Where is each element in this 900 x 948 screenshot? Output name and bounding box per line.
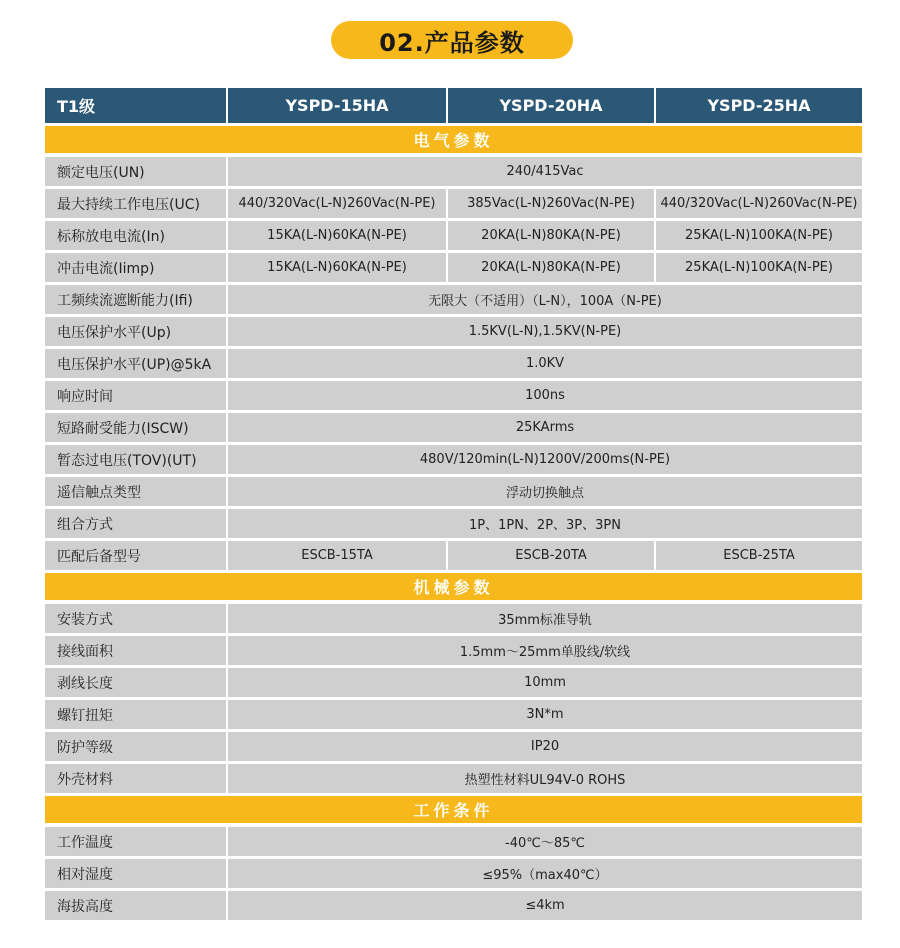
table-row xyxy=(45,253,862,282)
row-value: 1.5KV(L-N),1.5KV(N-PE) xyxy=(228,317,862,346)
row-value: 35mm标准导轨 xyxy=(228,604,862,633)
row-value: 15KA(L-N)60KA(N-PE) xyxy=(228,253,448,282)
table-row xyxy=(45,891,862,920)
row-value: 3N*m xyxy=(228,700,862,729)
section-electrical: 电气参数 xyxy=(45,126,862,153)
row-label: 相对湿度 xyxy=(45,859,228,888)
row-value: 480V/120min(L-N)1200V/200ms(N-PE) xyxy=(228,445,862,474)
row-value: 385Vac(L-N)260Vac(N-PE) xyxy=(448,189,656,218)
row-label: 海拔高度 xyxy=(45,891,228,920)
row-value: 1.5mm～25mm单股线/软线 xyxy=(228,636,862,665)
table-row xyxy=(45,285,862,314)
spec-table xyxy=(45,88,862,923)
row-label: 暂态过电压(TOV)(UT) xyxy=(45,445,228,474)
table-row xyxy=(45,445,862,474)
row-label: 标称放电电流(In) xyxy=(45,221,228,250)
row-value: 20KA(L-N)80KA(N-PE) xyxy=(448,253,656,282)
table-row xyxy=(45,381,862,410)
row-label: 匹配后备型号 xyxy=(45,541,228,570)
row-value: 440/320Vac(L-N)260Vac(N-PE) xyxy=(656,189,862,218)
row-label: 安装方式 xyxy=(45,604,228,633)
header-model-15ha: YSPD-15HA xyxy=(228,88,448,123)
row-value: 240/415Vac xyxy=(228,157,862,186)
table-header-row xyxy=(45,88,862,123)
table-row xyxy=(45,509,862,538)
row-label: 额定电压(UN) xyxy=(45,157,228,186)
table-row xyxy=(45,604,862,633)
row-value: ESCB-15TA xyxy=(228,541,448,570)
table-row xyxy=(45,349,862,378)
row-label: 接线面积 xyxy=(45,636,228,665)
row-value: 25KArms xyxy=(228,413,862,442)
table-row xyxy=(45,541,862,570)
row-label: 遥信触点类型 xyxy=(45,477,228,506)
row-label: 剥线长度 xyxy=(45,668,228,697)
row-value: IP20 xyxy=(228,732,862,761)
row-label: 短路耐受能力(ISCW) xyxy=(45,413,228,442)
row-value: 100ns xyxy=(228,381,862,410)
table-row xyxy=(45,827,862,856)
row-value: ESCB-20TA xyxy=(448,541,656,570)
table-row xyxy=(45,700,862,729)
row-value: 热塑性材料UL94V-0 ROHS xyxy=(228,764,862,793)
row-label: 工作温度 xyxy=(45,827,228,856)
table-row xyxy=(45,413,862,442)
row-value: 1P、1PN、2P、3P、3PN xyxy=(228,509,862,538)
row-label: 螺钉扭矩 xyxy=(45,700,228,729)
row-value: 440/320Vac(L-N)260Vac(N-PE) xyxy=(228,189,448,218)
row-value: 15KA(L-N)60KA(N-PE) xyxy=(228,221,448,250)
row-label: 工频续流遮断能力(Ifi) xyxy=(45,285,228,314)
row-label: 最大持续工作电压(UC) xyxy=(45,189,228,218)
row-label: 冲击电流(Iimp) xyxy=(45,253,228,282)
row-value: 25KA(L-N)100KA(N-PE) xyxy=(656,221,862,250)
table-row xyxy=(45,477,862,506)
section-conditions: 工作条件 xyxy=(45,796,862,823)
page-title: 02.产品参数 xyxy=(331,21,573,59)
table-row xyxy=(45,859,862,888)
section-mechanical: 机械参数 xyxy=(45,573,862,600)
row-label: 组合方式 xyxy=(45,509,228,538)
table-row xyxy=(45,189,862,218)
row-value: 20KA(L-N)80KA(N-PE) xyxy=(448,221,656,250)
table-row xyxy=(45,157,862,186)
row-value: 10mm xyxy=(228,668,862,697)
row-value: ESCB-25TA xyxy=(656,541,862,570)
table-row xyxy=(45,764,862,793)
row-label: 外壳材料 xyxy=(45,764,228,793)
row-value: ≤95%（max40℃） xyxy=(228,859,862,888)
header-model-20ha: YSPD-20HA xyxy=(448,88,656,123)
table-row xyxy=(45,317,862,346)
header-label: T1级 xyxy=(45,88,228,123)
row-label: 电压保护水平(UP)@5kA xyxy=(45,349,228,378)
table-row xyxy=(45,668,862,697)
row-value: 无限大（不适用）（L-N），100A（N-PE) xyxy=(228,285,862,314)
header-model-25ha: YSPD-25HA xyxy=(656,88,862,123)
table-row xyxy=(45,732,862,761)
row-label: 响应时间 xyxy=(45,381,228,410)
row-label: 防护等级 xyxy=(45,732,228,761)
row-value: 浮动切换触点 xyxy=(228,477,862,506)
table-row xyxy=(45,221,862,250)
row-label: 电压保护水平(Up) xyxy=(45,317,228,346)
row-value: ≤4km xyxy=(228,891,862,920)
row-value: 25KA(L-N)100KA(N-PE) xyxy=(656,253,862,282)
row-value: -40℃～85℃ xyxy=(228,827,862,856)
row-value: 1.0KV xyxy=(228,349,862,378)
table-row xyxy=(45,636,862,665)
